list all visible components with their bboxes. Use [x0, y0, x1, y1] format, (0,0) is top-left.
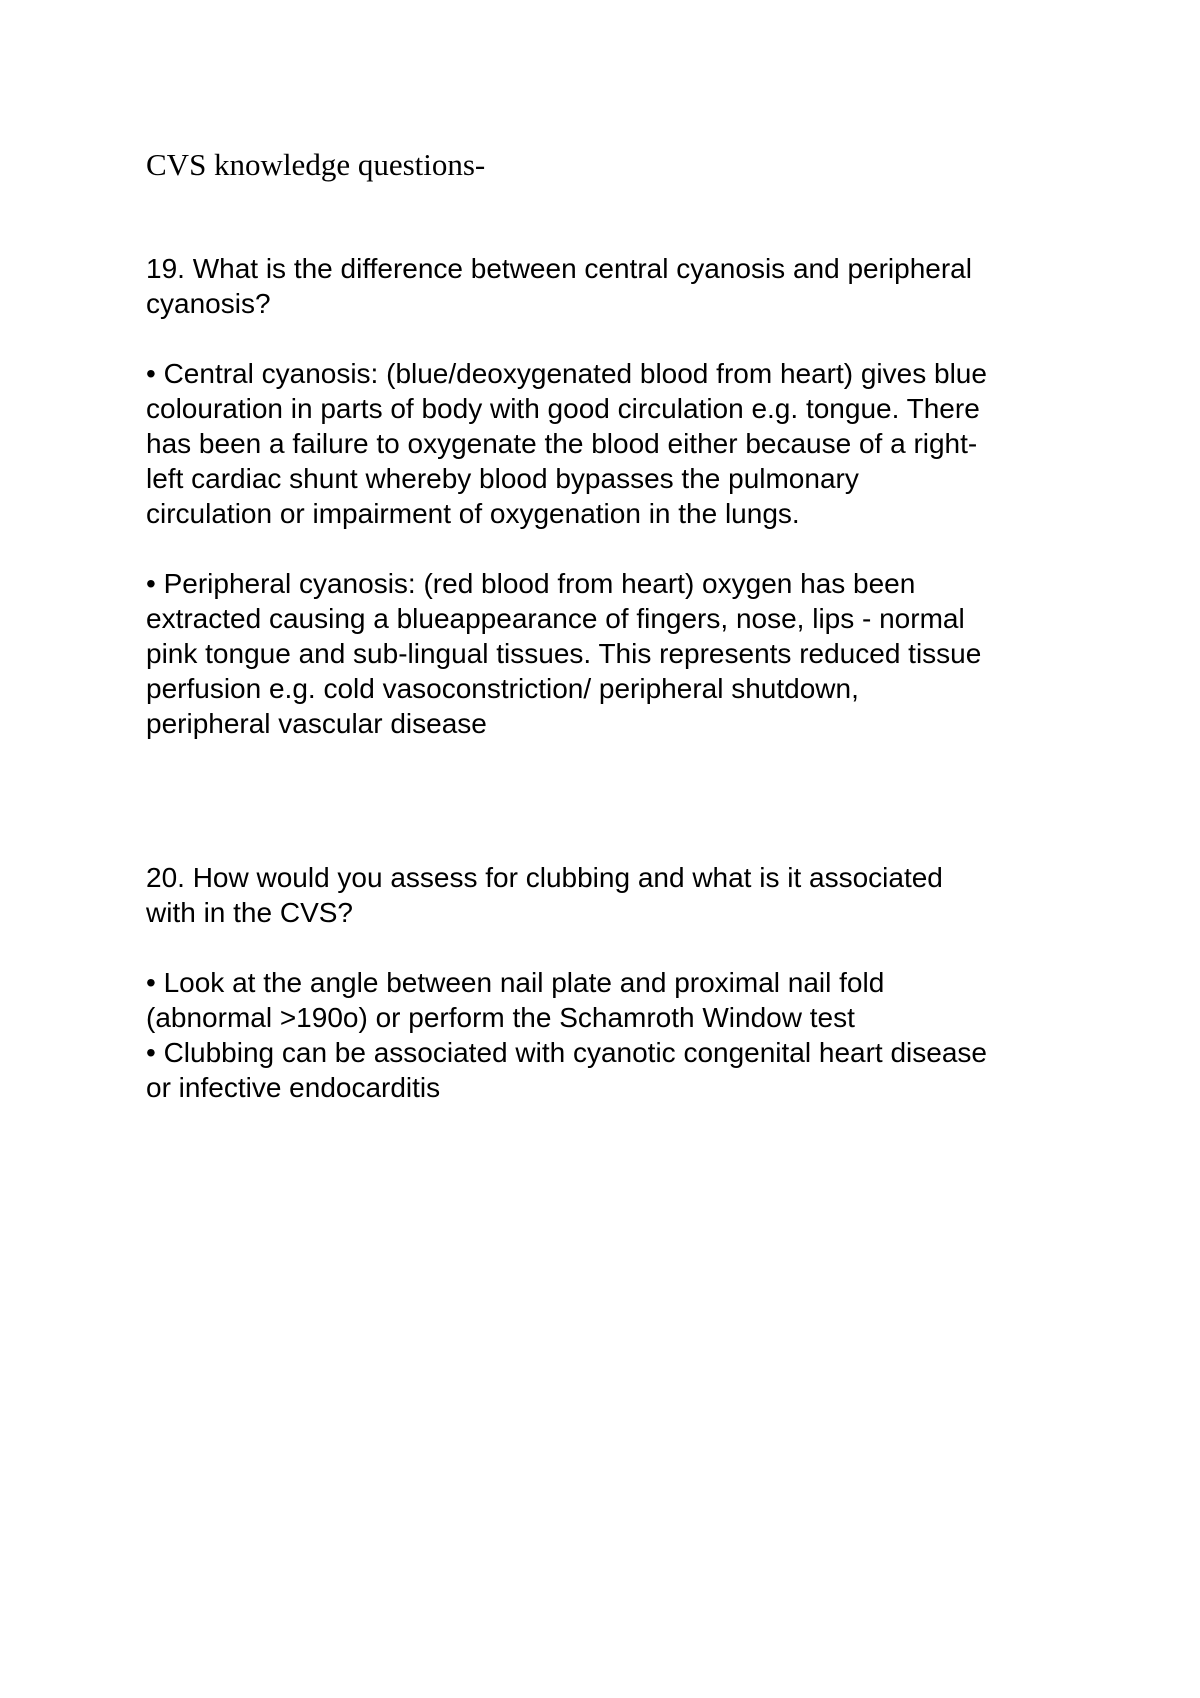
answer-line: circulation or impairment of oxygenation in the lungs. — [146, 498, 800, 529]
question-line: with in the CVS? — [146, 897, 353, 928]
answer-peripheral-cyanosis — [146, 566, 1066, 741]
answer-line: has been a failure to oxygenate the blood either because of a right- — [146, 428, 978, 459]
answer-line: • Peripheral cyanosis: (red blood from heart) oxygen has been — [146, 568, 916, 599]
question-line: 19. What is the difference between central cyanosis and peripheral — [146, 253, 972, 284]
answer-line: colouration in parts of body with good circulation e.g. tongue. There — [146, 393, 980, 424]
document-title: CVS knowledge questions- — [146, 147, 486, 182]
answer-line: pink tongue and sub-lingual tissues. This represents reduced tissue — [146, 638, 982, 669]
answer-paragraph — [146, 356, 1066, 531]
answer-central-cyanosis — [146, 356, 1066, 531]
answer-line: peripheral vascular disease — [146, 708, 487, 739]
question-19-text — [146, 251, 1066, 321]
answer-line: (abnormal >190o) or perform the Schamroth Window test — [146, 1002, 855, 1033]
answer-clubbing — [146, 965, 1066, 1105]
answer-line: extracted causing a blueappearance of fingers, nose, lips - normal — [146, 603, 965, 634]
question-20 — [146, 860, 1066, 930]
question-19 — [146, 251, 1066, 321]
question-20-text — [146, 860, 1066, 930]
answer-line: • Central cyanosis: (blue/deoxygenated blood from heart) gives blue — [146, 358, 987, 389]
answer-paragraph — [146, 566, 1066, 741]
answer-line: left cardiac shunt whereby blood bypasses the pulmonary — [146, 463, 859, 494]
answer-line: or infective endocarditis — [146, 1072, 441, 1103]
answer-line: • Clubbing can be associated with cyanotic congenital heart disease — [146, 1037, 987, 1068]
question-line: 20. How would you assess for clubbing and what is it associated — [146, 862, 943, 893]
answer-line: perfusion e.g. cold vasoconstriction/ peripheral shutdown, — [146, 673, 859, 704]
answer-paragraph — [146, 965, 1066, 1105]
answer-line: • Look at the angle between nail plate and proximal nail fold — [146, 967, 885, 998]
question-line: cyanosis? — [146, 288, 271, 319]
